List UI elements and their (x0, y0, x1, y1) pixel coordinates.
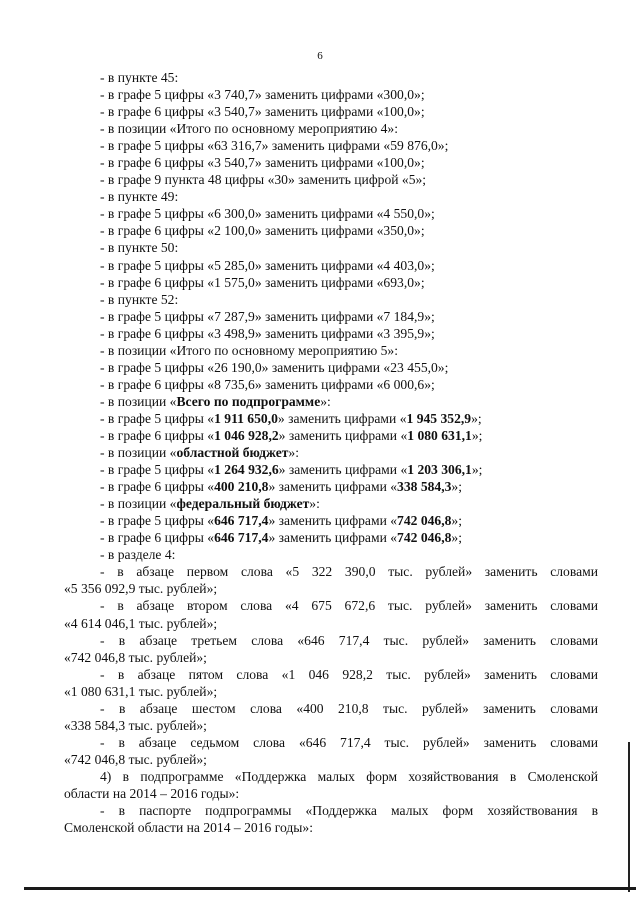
paragraph-continuation: «338 584,3 тыс. рублей»; (64, 717, 207, 733)
amendment-line: - в графе 5 цифры «7 287,9» заменить цифрами «7 184,9»; (100, 308, 435, 324)
amendment-line-bold (64, 393, 598, 410)
amendment-line: - в графе 6 цифры «3 498,9» заменить цифрами «3 395,9»; (100, 325, 435, 341)
paragraph-first-line: - в абзаце седьмом слова «646 717,4 тыс. рублей» заменить словами (100, 734, 598, 750)
line-text: »: (309, 496, 320, 512)
paragraph-first-line: - в абзаце первом слова «5 322 390,0 тыс. рублей» заменить словами (100, 564, 598, 580)
amendment-line: - в графе 9 пункта 48 цифры «30» заменить цифрой «5»; (100, 172, 427, 188)
bold-text: федеральный бюджет (176, 496, 310, 512)
line-text: - в позиции « (100, 496, 177, 512)
amendment-line: - в графе 5 цифры «26 190,0» заменить цифрами «23 455,0»; (100, 359, 449, 375)
line-text: » заменить цифрами « (268, 479, 398, 495)
line-text: » заменить цифрами « (277, 410, 407, 426)
line-text: » заменить цифрами « (278, 427, 408, 443)
line-text: - в графе 5 цифры « (100, 410, 215, 426)
paragraph-continuation: «1 080 631,1 тыс. рублей»; (64, 683, 218, 699)
amendment-line: - в пункте 50: (100, 240, 179, 256)
amendment-line-bold (64, 410, 598, 427)
bold-text: 338 584,3 (397, 479, 452, 495)
amendment-line: - в позиции «Итого по основному мероприятию 4»: (100, 121, 398, 137)
amendment-line: - в графе 6 цифры «2 100,0» заменить цифрами «350,0»; (100, 223, 425, 239)
amendment-line: - в графе 5 цифры «6 300,0» заменить цифрами «4 550,0»; (100, 206, 435, 222)
paragraph-continuation: Смоленской области на 2014 – 2016 годы»: (64, 820, 313, 836)
line-text: - в позиции « (100, 393, 177, 409)
scan-edge-line (628, 742, 630, 892)
line-text: »; (451, 530, 462, 546)
amendment-line: - в пункте 49: (100, 189, 179, 205)
amendment-line: - в графе 5 цифры «63 316,7» заменить цифрами «59 876,0»; (100, 138, 449, 154)
amendment-line: - в пункте 45: (100, 70, 179, 85)
document-body (64, 69, 598, 836)
amendment-line-bold (64, 529, 598, 546)
line-text: »: (288, 445, 299, 461)
paragraph-first-line: - в паспорте подпрограммы «Поддержка малых форм хозяйствования в (100, 803, 598, 819)
paragraph-continuation: «5 356 092,9 тыс. рублей»; (64, 581, 218, 597)
amendment-line: - в графе 6 цифры «8 735,6» заменить цифрами «6 000,6»; (100, 376, 435, 392)
line-text: - в графе 6 цифры « (100, 530, 215, 546)
line-text: »; (471, 410, 482, 426)
line-text: »; (471, 427, 483, 443)
bold-text: 1 080 631,1 (407, 427, 472, 443)
line-text: » заменить цифрами « (268, 530, 398, 546)
amendment-line: - в графе 5 цифры «3 740,7» заменить цифрами «300,0»; (100, 87, 425, 103)
amendment-line: - в позиции «Итого по основному мероприятию 5»: (100, 342, 398, 358)
bold-text: 742 046,8 (397, 530, 452, 546)
amendment-line-bold (64, 478, 598, 495)
line-text: - в графе 6 цифры « (100, 479, 215, 495)
amendment-line-bold (64, 444, 598, 461)
amendment-line: - в графе 6 цифры «3 540,7» заменить цифрами «100,0»; (100, 155, 425, 171)
amendment-line: - в графе 5 цифры «5 285,0» заменить цифрами «4 403,0»; (100, 257, 435, 273)
amendment-line-bold (64, 512, 598, 529)
amendment-line: - в пункте 52: (100, 291, 179, 307)
bold-text: 1 945 352,9 (406, 410, 472, 426)
section-line: - в разделе 4: (100, 547, 176, 563)
amendment-line-bold (64, 495, 598, 512)
page-number: 6 (317, 50, 323, 62)
line-text: »; (451, 479, 462, 495)
paragraph-continuation: области на 2014 – 2016 годы»: (64, 785, 240, 801)
bold-text: 1 264 932,6 (214, 462, 279, 478)
paragraph-first-line: - в абзаце втором слова «4 675 672,6 тыс. рублей» заменить словами (100, 598, 598, 614)
line-text: - в графе 5 цифры « (100, 513, 215, 529)
paragraph-first-line: - в абзаце третьем слова «646 717,4 тыс. рублей» заменить словами (100, 632, 598, 648)
amendment-line-bold (64, 427, 598, 444)
line-text: - в позиции « (100, 445, 177, 461)
bold-text: 646 717,4 (214, 513, 269, 529)
scan-edge-line (24, 887, 636, 890)
line-text: - в графе 6 цифры « (100, 427, 215, 443)
line-text: - в графе 5 цифры « (100, 462, 215, 478)
paragraph-first-line: 4) в подпрограмме «Поддержка малых форм хозяйствования в Смоленской (100, 768, 598, 784)
amendment-line: - в графе 6 цифры «1 575,0» заменить цифрами «693,0»; (100, 274, 425, 290)
bold-text: 742 046,8 (397, 513, 452, 529)
paragraph-continuation: «742 046,8 тыс. рублей»; (64, 751, 207, 767)
bold-text: 400 210,8 (214, 479, 269, 495)
bold-text: Всего по подпрограмме (176, 393, 321, 409)
amendment-line-bold (64, 461, 598, 478)
bold-text: 646 717,4 (214, 530, 269, 546)
bold-text: 1 046 928,2 (214, 427, 279, 443)
bold-text: 1 911 650,0 (214, 410, 278, 426)
line-text: »; (451, 513, 462, 529)
line-text: » заменить цифрами « (278, 462, 408, 478)
line-text: »: (320, 393, 331, 409)
paragraph-continuation: «742 046,8 тыс. рублей»; (64, 649, 207, 665)
bold-text: 1 203 306,1 (407, 462, 472, 478)
amendment-line: - в графе 6 цифры «3 540,7» заменить цифрами «100,0»; (100, 104, 425, 120)
line-text: » заменить цифрами « (268, 513, 398, 529)
paragraph-first-line: - в абзаце шестом слова «400 210,8 тыс. рублей» заменить словами (100, 700, 598, 716)
paragraph-continuation: «4 614 046,1 тыс. рублей»; (64, 615, 218, 631)
line-text: »; (471, 462, 483, 478)
bold-text: областной бюджет (176, 445, 289, 461)
paragraph-first-line: - в абзаце пятом слова «1 046 928,2 тыс. рублей» заменить словами (100, 666, 598, 682)
